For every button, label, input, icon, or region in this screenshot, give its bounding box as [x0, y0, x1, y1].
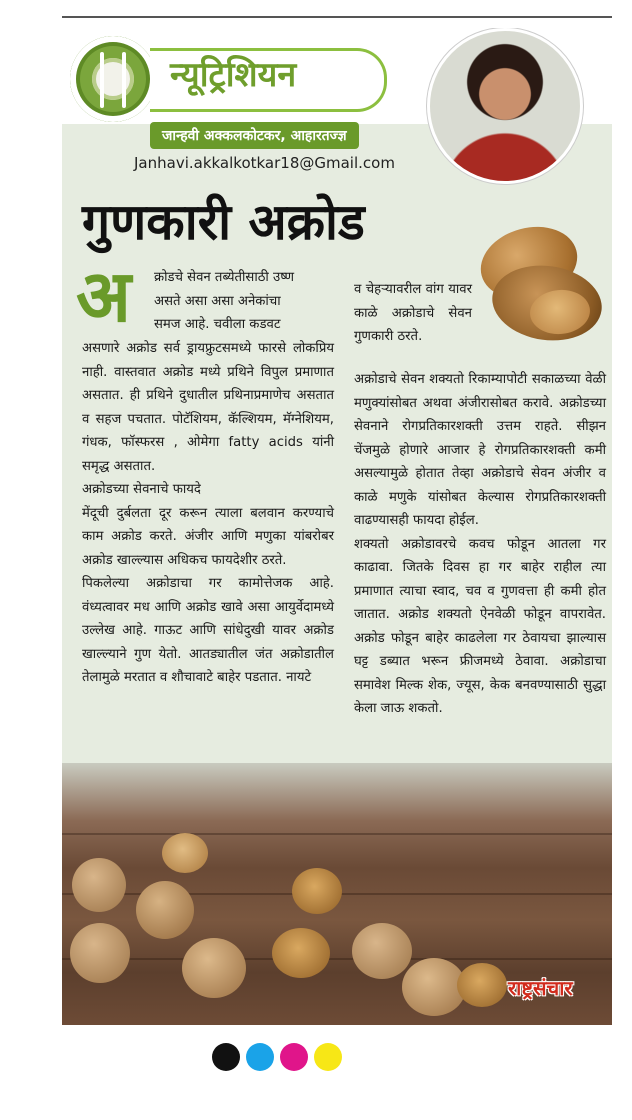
author-email[interactable]: Janhavi.akkalkotkar18@Gmail.com — [134, 154, 395, 172]
article-panel — [62, 28, 612, 1025]
top-rule — [62, 16, 612, 18]
intro-lines — [154, 266, 330, 337]
author-photo — [427, 28, 583, 184]
paragraph-skin: व चेहऱ्यावरील वांग यावर काळे अक्रोडाचे सेवन गुणकारी ठरते. — [354, 282, 472, 344]
intro-line: क्रोडचे सेवन तब्येतीसाठी उष्ण — [154, 270, 295, 285]
paragraph-brain: मेंदूची दुर्बलता दूर करून त्याला बलवान करण्याचे काम अक्रोड करते. अंजीर आणि मणुका यांबरोबर अक्रोड खाल्ल्यास अधिकच फायदेशीर ठरते. — [82, 505, 334, 568]
nutrition-logo-icon — [70, 36, 156, 122]
plate-icon — [92, 58, 134, 100]
publication-logo: राष्ट्रसंचार — [508, 976, 573, 1000]
intro-line: असते असा असा अनेकांचा — [154, 293, 281, 309]
registration-mark-magenta — [280, 1043, 308, 1071]
registration-mark-black — [212, 1043, 240, 1071]
drop-cap: अ — [76, 254, 132, 338]
benefits-subheading: अक्रोडच्या सेवनाचे फायदे — [82, 482, 201, 497]
article-headline: गुणकारी अक्रोड — [82, 193, 365, 251]
intro-line: समज आहे. चवीला कडवट — [154, 317, 281, 332]
registration-mark-cyan — [246, 1043, 274, 1071]
column-title: न्यूट्रिशियन — [170, 55, 297, 95]
paragraph-storage: शक्यतो अक्रोडावरचे कवच फोडून आतला गर काढावा. जितके दिवस हा गर बाहेर राहील त्या प्रमाणात त्याचा स्वाद, चव व गुणवत्ता ही कमी होत जातात. अक्रोड शक्यतो ऐनवेळी फोडून वापरावेत. अक्रोड फोडून बाहेर काढलेला गर ठेवायचा झाल्यास घट्ट डब्यात भरून फ्रीजमध्ये ठेवावा. अक्रोडाचा समावेश मिल्क शेक, ज्यूस, केक बनवण्यासाठी सुद्धा केला जाऊ शकतो. — [354, 536, 606, 716]
fork-icon — [100, 52, 104, 108]
paragraph-nutrients: असणारे अक्रोड सर्व ड्रायफ्रुटसमध्ये फारसे लोकप्रिय नाही. वास्तवात अक्रोड मध्ये प्रथिने विपुल प्रमाणात असतात. ही प्रथिने दुधातील प्रथिनाप्रमाणेच असतात व सहज पचतात. पोटॅशियम, कॅल्शियम, मॅग्नेशियम, गंधक, फॉस्फरस , ओमेगा fatty acids यांनी समृद्ध असतात. — [82, 341, 334, 474]
paragraph-immunity: अक्रोडाचे सेवन शक्यतो रिकाम्यापोटी सकाळच्या वेळी मणुक्यांसोबत अथवा अंजीरासोबत करावे. अक्रोडच्या सेवनाने रोगप्रतिकारशक्ती उत्तम राहते. सीझन चेंजमुळे होणारे आजार हे रोगप्रतिकारशक्ती कमी असल्यामुळे होतात तेव्हा अक्रोडाचे सेवन अंजीर व काळे मणुके यांसोबत केल्यास रोगप्रतिकारशक्ती वाढण्यासही फायदा होईल. — [354, 372, 606, 528]
author-tag: जान्हवी अक्कलकोटकर, आहारतज्ज्ञ — [150, 122, 359, 149]
paragraph-ayurveda: पिकलेल्या अक्रोडाचा गर कामोत्तेजक आहे. वंध्यत्वावर मध आणि अक्रोड खावे असा आयुर्वेदामध्ये उल्लेख आहे. गाऊट आणि सांधेदुखी यावर अक्रोड खाल्ल्याने गुण येतो. आतड्यातील जंत अक्रोडातील तेलामुळे मरतात व शौचावाटे बाहेर पडतात. नायटे — [82, 576, 334, 685]
left-column — [82, 337, 334, 690]
registration-mark-yellow — [314, 1043, 342, 1071]
right-column — [354, 368, 606, 721]
knife-icon — [122, 52, 126, 108]
right-intro — [354, 278, 472, 349]
